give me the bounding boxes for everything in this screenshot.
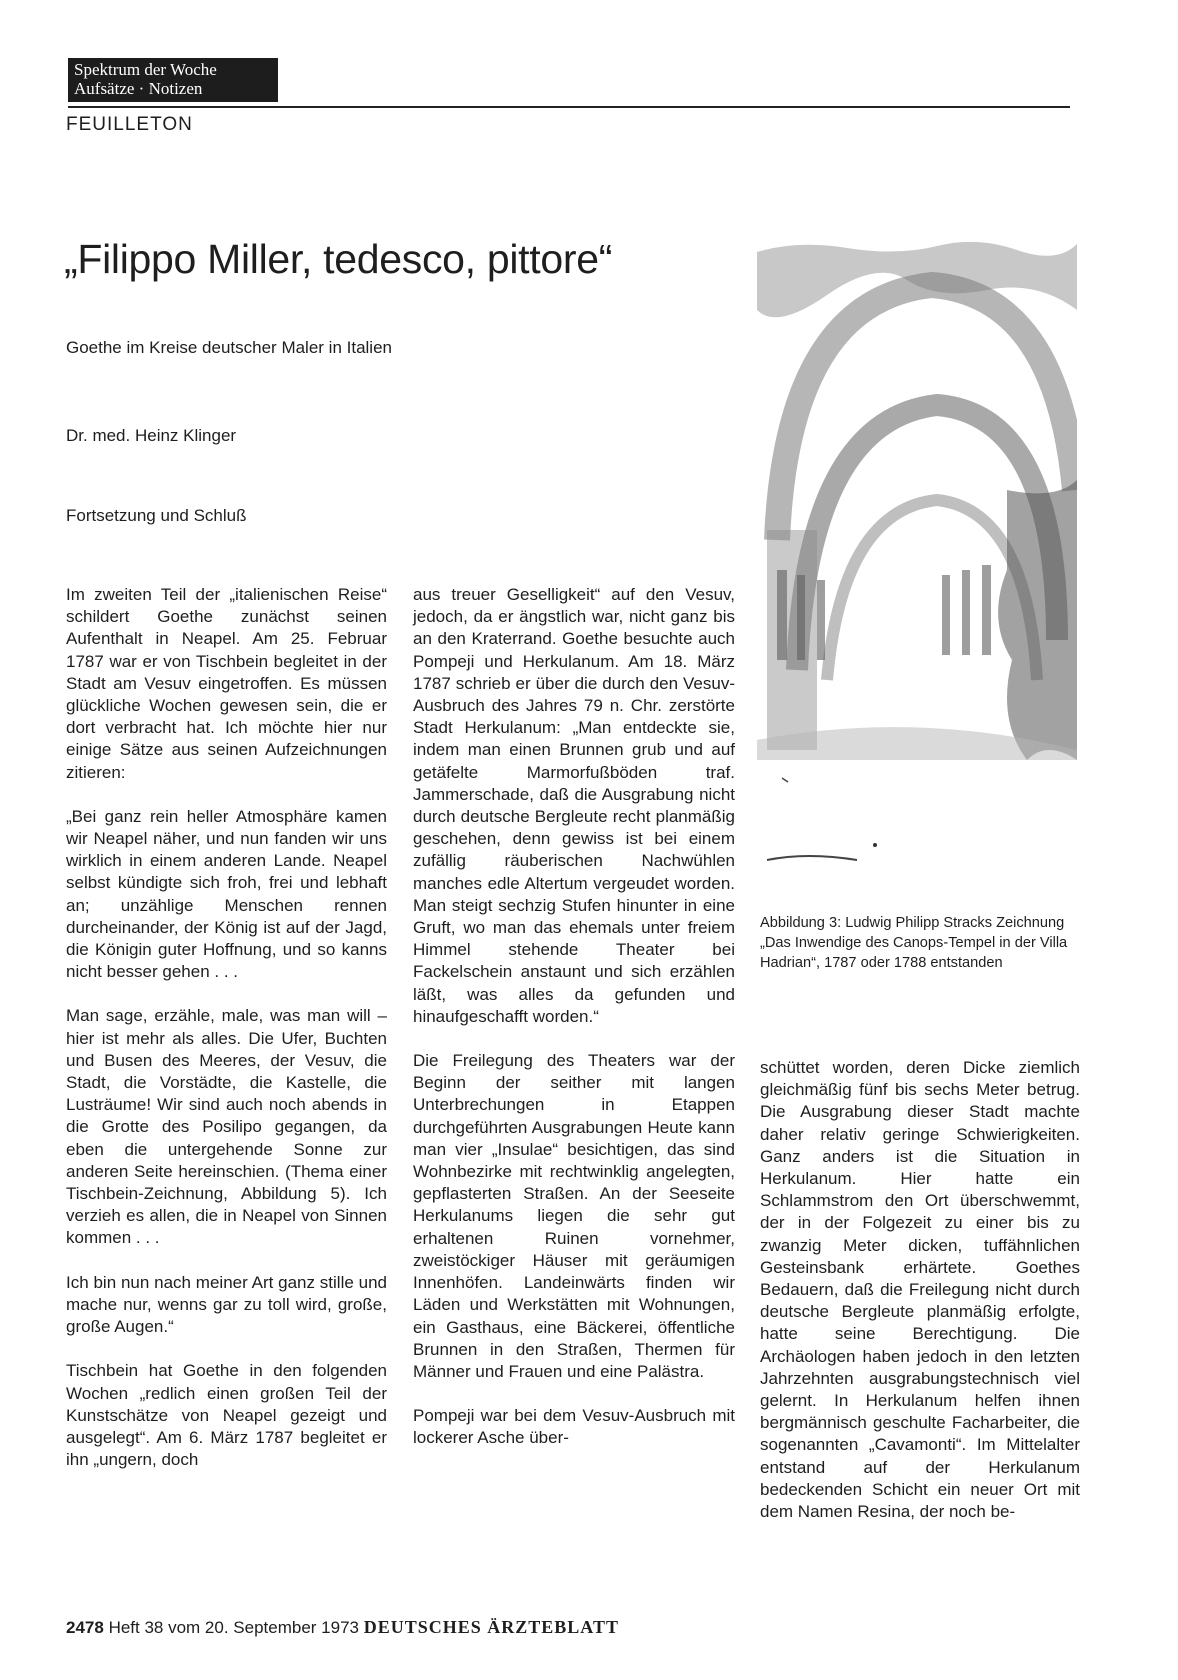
text-column-3 [760,1057,1080,1545]
paragraph: „Bei ganz rein heller Atmosphäre kamen wir Neapel näher, und nun fanden wir uns wirklich in einem anderen Lande. Neapel selbst kündigte sich froh, frei und lebhaft an; unzählige Menschen rennen durcheinander, der König ist auf der Jagd, die Königin guter Hoffnung, und so kanns nicht besser gehen . . . [66,806,387,982]
page-footer [66,1617,619,1638]
magazine-name: DEUTSCHES ÄRZTEBLATT [363,1617,619,1637]
article-title: „Filippo Miller, tedesco, pittore“ [64,236,613,282]
continuation-note: Fortsetzung und Schluß [66,506,247,525]
paragraph: Man sage, erzähle, male, was man will – hier ist mehr als alles. Die Ufer, Buchten und Busen des Meeres, der Vesuv, die Stadt, die Vorstädte, die Kastelle, die Lusträume! Wir sind auch noch abends in die Grotte des Posilipo gegangen, da eben die untergehende Sonne zur anderen Seite hereinschien. (Thema einer Tischbein-Zeichnung, Abbildung 5). Ich verzieh es allen, die in Neapel von Sinnen kommen . . . [66,1006,387,1248]
text-column-2 [413,584,735,1472]
paragraph: aus treuer Geselligkeit“ auf den Vesuv, jedoch, da er ängstlich war, nicht ganz bis an den Kraterrand. Goethe besuchte auch Pompeji und Herkulanum. Am 18. März 1787 schrieb er über die durch den Vesuv-Ausbruch des Jahres 79 n. Chr. zerstörte Stadt Herkulanum: „Man entdeckte sie, indem man einen Brunnen grub und auf getäfelte Marmorfußböden traf. Jammerschade, daß die Ausgrabung nicht durch deutsche Bergleute recht planmäßig geschehen, denn gewiss ist bei einem zufällig räuberischen Nachwühlen manches edle Altertum vergeudet worden. Man steigt sechzig Stufen hinunter in eine Gruft, wo man das ehemals unter freiem Himmel stehende Theater bei Fackelschein anstaunt und sich erzählen läßt, was alles da gefunden und hinaufgeschafft worden.“ [413,585,735,1026]
issue-info: Heft 38 vom 20. September 1973 [108,1618,359,1637]
badge-line-2: Aufsätze · Notizen [74,79,203,98]
figure-drawing [757,240,1077,905]
header-rule [68,106,1070,108]
figure-caption: Abbildung 3: Ludwig Philipp Stracks Zeichnung „Das Inwendige des Canops-Tempel in der Villa Hadrian“, 1787 oder 1788 entstanden [760,915,1068,971]
section-badge [68,58,278,102]
paragraph: Pompeji war bei dem Vesuv-Ausbruch mit lockerer Asche über- [413,1406,735,1448]
paragraph: Im zweiten Teil der „italienischen Reise“ schildert Goethe zunächst seinen Aufenthalt in Neapel. Am 25. Februar 1787 war er von Tischbein begleitet in der Stadt am Vesuv eingetroffen. Es müssen glückliche Wochen gewesen sein, die er dort verbracht hat. Ich möchte hier nur einige Sätze aus seinen Aufzeichnungen zitieren: [66,585,387,782]
paragraph: schüttet worden, deren Dicke ziemlich gleichmäßig fünf bis sechs Meter betrug. Die Ausgrabung dieser Stadt machte daher relativ geringe Schwierigkeiten. Ganz anders ist die Situation in Herkulanum. Hier hatte ein Schlammstrom den Ort überschwemmt, der in der Folgezeit zu einer bis zu zwanzig Meter dicken, tuffähnlichen Gesteinsbank erhärtete. Goethes Bedauern, daß die Freilegung nicht durch deutsche Bergleute planmäßig erfolgte, hatte seine Berechtigung. Die Archäologen haben jedoch in den letzten Jahrzehnten ausgrabungstechnisch viel gelernt. In Herkulanum helfen ihnen bergmännisch geschulte Facharbeiter, die sogenannten „Cavamonti“. Im Mittelalter entstand auf der Herkulanum bedeckenden Schicht ein neuer Ort mit dem Namen Resina, der noch be- [760,1058,1080,1522]
text-column-1 [66,584,387,1493]
article-subtitle: Goethe im Kreise deutscher Maler in Italien [66,338,392,357]
paragraph: Die Freilegung des Theaters war der Beginn der seither mit langen Unterbrechungen in Etappen durchgeführten Ausgrabungen Heute kann man vier „Insulae“ besichtigen, das sind Wohnbezirke mit rechtwinklig angelegten, gepflasterten Straßen. An der Seeseite Herkulanums liegen die sehr gut erhaltenen Ruinen vornehmer, zweistöckiger Häuser mit geräumigen Innenhöfen. Landeinwärts finden wir Läden und Werkstätten mit Wohnungen, ein Gasthaus, eine Bäckerei, öffentliche Brunnen in den Straßen, Thermen für Männer und Frauen und eine Palästra. [413,1051,735,1381]
paragraph: Ich bin nun nach meiner Art ganz stille und mache nur, wenns gar zu toll wird, große, große Augen.“ [66,1272,387,1337]
badge-line-1: Spektrum der Woche [74,60,217,79]
article-author: Dr. med. Heinz Klinger [66,426,237,445]
section-label: FEUILLETON [66,114,193,135]
page-number: 2478 [66,1618,104,1637]
paragraph: Tischbein hat Goethe in den folgenden Wochen „redlich einen großen Teil der Kunstschätze von Neapel gezeigt und ausgelegt“. Am 6. März 1787 begleitet er ihn „ungern, doch [66,1361,387,1470]
